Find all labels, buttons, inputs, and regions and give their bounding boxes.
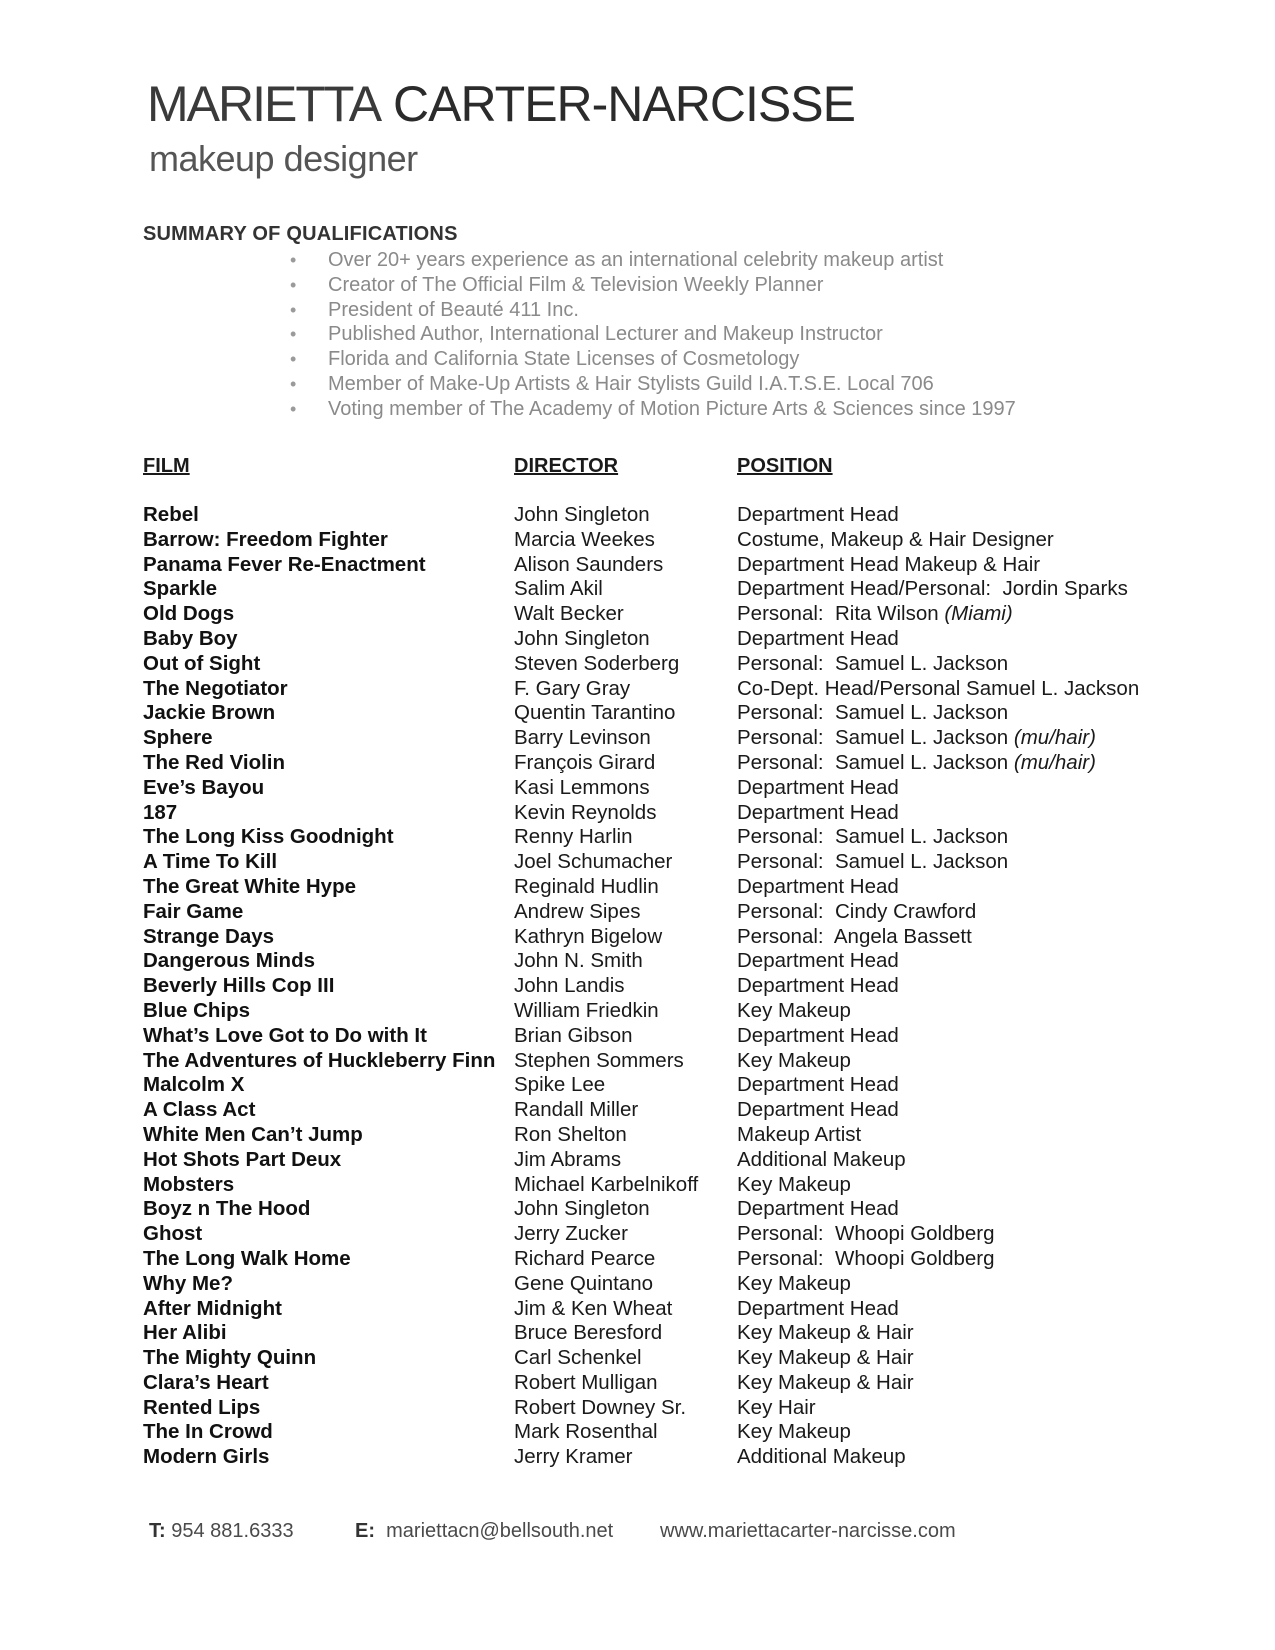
position-cell bbox=[737, 949, 899, 974]
credit-row bbox=[143, 1272, 1143, 1297]
credit-row bbox=[143, 900, 1143, 925]
credit-row bbox=[143, 850, 1143, 875]
position-cell bbox=[737, 999, 851, 1024]
qualification-text: Member of Make-Up Artists & Hair Stylists Guild I.A.T.S.E. Local 706 bbox=[328, 372, 934, 395]
position-text: Department Head bbox=[737, 949, 899, 973]
position-text: Makeup Artist bbox=[737, 1122, 862, 1146]
credit-row bbox=[143, 726, 1143, 751]
first-name: MARIETTA bbox=[147, 76, 381, 132]
film-title: Modern Girls bbox=[143, 1445, 270, 1469]
credit-row bbox=[143, 652, 1143, 677]
film-title: Strange Days bbox=[143, 924, 275, 948]
film-title: Out of Sight bbox=[143, 651, 261, 675]
director-name: Reginald Hudlin bbox=[514, 874, 659, 898]
credit-row bbox=[143, 602, 1143, 627]
director-name: Robert Mulligan bbox=[514, 1370, 658, 1394]
bullet-icon: • bbox=[290, 324, 297, 345]
director-name: Jerry Kramer bbox=[514, 1445, 633, 1469]
position-cell bbox=[737, 875, 899, 900]
position-text: Department Head Makeup & Hair bbox=[737, 552, 1041, 576]
position-cell bbox=[737, 577, 1128, 602]
position-text: Department Head bbox=[737, 1296, 899, 1320]
position-text: Additional Makeup bbox=[737, 1147, 906, 1171]
credit-row bbox=[143, 1222, 1143, 1247]
position-cell bbox=[737, 1049, 851, 1074]
position-text: Key Makeup & Hair bbox=[737, 1370, 914, 1394]
position-cell bbox=[737, 652, 1008, 677]
film-title: Sphere bbox=[143, 726, 213, 750]
director-name: John N. Smith bbox=[514, 949, 643, 973]
director-name: Steven Soderberg bbox=[514, 651, 680, 675]
credit-row bbox=[143, 577, 1143, 602]
resume-name bbox=[147, 76, 855, 132]
position-cell bbox=[737, 900, 976, 925]
credit-row bbox=[143, 1123, 1143, 1148]
qualification-text: Creator of The Official Film & Television Weekly Planner bbox=[328, 273, 824, 296]
credit-row bbox=[143, 875, 1143, 900]
credit-row bbox=[143, 1098, 1143, 1123]
director-name: Bruce Beresford bbox=[514, 1321, 663, 1345]
bullet-icon: • bbox=[290, 349, 297, 370]
film-title: Mobsters bbox=[143, 1172, 235, 1196]
credit-row bbox=[143, 627, 1143, 652]
film-title: What’s Love Got to Do with It bbox=[143, 1023, 427, 1047]
director-name: Spike Lee bbox=[514, 1073, 606, 1097]
credit-row bbox=[143, 677, 1143, 702]
position-cell bbox=[737, 776, 899, 801]
director-name: John Landis bbox=[514, 974, 625, 998]
summary-heading: SUMMARY OF QUALIFICATIONS bbox=[143, 223, 458, 245]
position-text: Personal: Samuel L. Jackson bbox=[737, 701, 1009, 725]
position-text: Personal: Whoopi Goldberg bbox=[737, 1222, 995, 1246]
film-title: After Midnight bbox=[143, 1296, 282, 1320]
position-text: Personal: Samuel L. Jackson bbox=[737, 825, 1009, 849]
position-text: Key Makeup bbox=[737, 1271, 851, 1295]
position-cell bbox=[737, 503, 899, 528]
credit-row bbox=[143, 825, 1143, 850]
film-title: Jackie Brown bbox=[143, 701, 276, 725]
credit-row bbox=[143, 1024, 1143, 1049]
film-title: Dangerous Minds bbox=[143, 949, 315, 973]
director-name: Robert Downey Sr. bbox=[514, 1395, 687, 1419]
director-name: John Singleton bbox=[514, 1197, 650, 1221]
credit-row bbox=[143, 776, 1143, 801]
film-title: Blue Chips bbox=[143, 998, 251, 1022]
bullet-icon: • bbox=[290, 373, 297, 394]
credit-row bbox=[143, 503, 1143, 528]
director-name: Gene Quintano bbox=[514, 1271, 654, 1295]
film-title: Baby Boy bbox=[143, 626, 238, 650]
film-title: 187 bbox=[143, 800, 178, 824]
position-text: Personal: Cindy Crawford bbox=[737, 899, 977, 923]
qualification-item bbox=[290, 347, 1016, 372]
position-note: (Miami) bbox=[944, 602, 1013, 626]
director-column-header: DIRECTOR bbox=[514, 455, 619, 477]
bullet-icon: • bbox=[290, 398, 297, 419]
qualification-item bbox=[290, 397, 1016, 422]
credit-row bbox=[143, 801, 1143, 826]
last-name: CARTER-NARCISSE bbox=[392, 76, 855, 132]
film-title: The In Crowd bbox=[143, 1420, 273, 1444]
director-name: Joel Schumacher bbox=[514, 850, 673, 874]
position-text: Department Head bbox=[737, 800, 899, 824]
credit-row bbox=[143, 701, 1143, 726]
position-text: Key Hair bbox=[737, 1395, 816, 1419]
position-cell bbox=[737, 751, 1096, 776]
director-name: Mark Rosenthal bbox=[514, 1420, 658, 1444]
credit-row bbox=[143, 1420, 1143, 1445]
position-cell bbox=[737, 850, 1008, 875]
position-text: Personal: Samuel L. Jackson bbox=[737, 850, 1009, 874]
position-cell bbox=[737, 553, 1040, 578]
qualification-text: Florida and California State Licenses of Cosmetology bbox=[328, 348, 800, 371]
director-name: Walt Becker bbox=[514, 602, 624, 626]
position-cell bbox=[737, 627, 899, 652]
position-cell bbox=[737, 1148, 906, 1173]
bullet-icon: • bbox=[290, 299, 297, 320]
director-name: Brian Gibson bbox=[514, 1023, 633, 1047]
film-title: The Negotiator bbox=[143, 676, 288, 700]
credit-row bbox=[143, 1247, 1143, 1272]
position-cell bbox=[737, 1371, 914, 1396]
position-cell bbox=[737, 1445, 906, 1470]
position-text: Department Head bbox=[737, 1098, 899, 1122]
film-title: A Class Act bbox=[143, 1098, 256, 1122]
credit-row bbox=[143, 1297, 1143, 1322]
director-name: Jim Abrams bbox=[514, 1147, 622, 1171]
position-text: Personal: Samuel L. Jackson bbox=[737, 651, 1009, 675]
film-title: The Long Walk Home bbox=[143, 1246, 351, 1270]
position-text: Department Head bbox=[737, 974, 899, 998]
director-name: Stephen Sommers bbox=[514, 1048, 684, 1072]
position-text: Key Makeup & Hair bbox=[737, 1321, 914, 1345]
position-cell bbox=[737, 1123, 861, 1148]
film-title: Old Dogs bbox=[143, 602, 235, 626]
position-cell bbox=[737, 974, 899, 999]
position-text: Department Head bbox=[737, 775, 899, 799]
credit-row bbox=[143, 528, 1143, 553]
position-text: Personal: Samuel L. Jackson bbox=[737, 726, 1014, 750]
position-text: Key Makeup bbox=[737, 1172, 851, 1196]
film-title: The Adventures of Huckleberry Finn bbox=[143, 1048, 496, 1072]
position-cell bbox=[737, 1321, 914, 1346]
credit-row bbox=[143, 1073, 1143, 1098]
position-text: Personal: Rita Wilson bbox=[737, 602, 945, 626]
film-title: Hot Shots Part Deux bbox=[143, 1147, 342, 1171]
film-title: Malcolm X bbox=[143, 1073, 245, 1097]
credit-row bbox=[143, 1371, 1143, 1396]
director-name: Kathryn Bigelow bbox=[514, 924, 663, 948]
film-title: A Time To Kill bbox=[143, 850, 278, 874]
bullet-icon: • bbox=[290, 250, 297, 270]
email-label: E: bbox=[355, 1520, 375, 1542]
position-text: Additional Makeup bbox=[737, 1445, 906, 1469]
director-name: Kevin Reynolds bbox=[514, 800, 657, 824]
qualification-text: President of Beauté 411 Inc. bbox=[328, 298, 579, 321]
email-link[interactable]: mariettacn@bellsouth.net bbox=[386, 1520, 614, 1542]
position-text: Key Makeup bbox=[737, 998, 851, 1022]
film-title: Fair Game bbox=[143, 899, 244, 923]
qualification-text: Voting member of The Academy of Motion Picture Arts & Sciences since 1997 bbox=[328, 397, 1016, 420]
position-cell bbox=[737, 1222, 995, 1247]
credit-row bbox=[143, 949, 1143, 974]
position-text: Department Head bbox=[737, 626, 899, 650]
director-name: Renny Harlin bbox=[514, 825, 633, 849]
position-text: Department Head bbox=[737, 874, 899, 898]
position-cell bbox=[737, 1297, 899, 1322]
position-text: Department Head bbox=[737, 1197, 899, 1221]
position-cell bbox=[737, 677, 1139, 702]
position-cell bbox=[737, 1272, 851, 1297]
credit-row bbox=[143, 1148, 1143, 1173]
position-cell bbox=[737, 528, 1054, 553]
director-name: François Girard bbox=[514, 750, 656, 774]
position-text: Department Head/Personal: Jordin Sparks bbox=[737, 577, 1128, 601]
position-cell bbox=[737, 701, 1008, 726]
position-text: Personal: Whoopi Goldberg bbox=[737, 1246, 995, 1270]
position-text: Personal: Samuel L. Jackson bbox=[737, 750, 1014, 774]
film-title: Her Alibi bbox=[143, 1321, 227, 1345]
film-title: Sparkle bbox=[143, 577, 218, 601]
position-column-header: POSITION bbox=[737, 455, 833, 477]
position-cell bbox=[737, 1098, 899, 1123]
qualification-item bbox=[290, 248, 1016, 273]
position-cell bbox=[737, 825, 1008, 850]
website-link[interactable]: www.mariettacarter-narcisse.com bbox=[660, 1520, 956, 1542]
film-title: Rented Lips bbox=[143, 1395, 261, 1419]
director-name: Ron Shelton bbox=[514, 1122, 627, 1146]
director-name: Quentin Tarantino bbox=[514, 701, 676, 725]
position-cell bbox=[737, 1420, 851, 1445]
credit-row bbox=[143, 1173, 1143, 1198]
position-text: Department Head bbox=[737, 503, 899, 526]
position-text: Costume, Makeup & Hair Designer bbox=[737, 527, 1054, 551]
director-name: John Singleton bbox=[514, 503, 650, 526]
job-title: makeup designer bbox=[149, 138, 418, 179]
director-name: F. Gary Gray bbox=[514, 676, 631, 700]
director-name: Barry Levinson bbox=[514, 726, 651, 750]
director-name: Kasi Lemmons bbox=[514, 775, 650, 799]
director-name: Richard Pearce bbox=[514, 1246, 656, 1270]
film-title: Beverly Hills Cop III bbox=[143, 974, 335, 998]
film-title: Barrow: Freedom Fighter bbox=[143, 527, 388, 551]
credit-row bbox=[143, 1321, 1143, 1346]
film-title: The Long Kiss Goodnight bbox=[143, 825, 394, 849]
position-text: Department Head bbox=[737, 1073, 899, 1097]
director-name: Carl Schenkel bbox=[514, 1346, 642, 1370]
position-text: Co-Dept. Head/Personal Samuel L. Jackson bbox=[737, 676, 1140, 700]
qualification-item bbox=[290, 298, 1016, 323]
position-cell bbox=[737, 602, 1013, 627]
credit-row bbox=[143, 999, 1143, 1024]
position-cell bbox=[737, 1173, 851, 1198]
film-column-header: FILM bbox=[143, 455, 190, 477]
bullet-icon: • bbox=[290, 274, 297, 295]
position-cell bbox=[737, 1396, 816, 1421]
credit-row bbox=[143, 1197, 1143, 1222]
film-title: Why Me? bbox=[143, 1271, 233, 1295]
film-title: The Great White Hype bbox=[143, 874, 357, 898]
position-cell bbox=[737, 1197, 899, 1222]
film-title: Boyz n The Hood bbox=[143, 1197, 311, 1221]
film-title: Clara’s Heart bbox=[143, 1370, 269, 1394]
position-text: Personal: Angela Bassett bbox=[737, 924, 972, 948]
position-cell bbox=[737, 1024, 899, 1049]
film-title: Ghost bbox=[143, 1222, 203, 1246]
footer-email bbox=[355, 1520, 613, 1543]
director-name: Jerry Zucker bbox=[514, 1222, 628, 1246]
credits-table bbox=[143, 503, 1143, 1470]
credit-row bbox=[143, 974, 1143, 999]
credit-row bbox=[143, 925, 1143, 950]
qualification-item bbox=[290, 273, 1016, 298]
director-name: Andrew Sipes bbox=[514, 899, 641, 923]
position-cell bbox=[737, 1247, 995, 1272]
position-cell bbox=[737, 925, 972, 950]
director-name: John Singleton bbox=[514, 626, 650, 650]
film-title: The Red Violin bbox=[143, 750, 285, 774]
film-title: Rebel bbox=[143, 503, 199, 526]
phone-number[interactable]: 954 881.6333 bbox=[171, 1520, 294, 1542]
footer-phone bbox=[149, 1520, 294, 1543]
film-title: Panama Fever Re-Enactment bbox=[143, 552, 426, 576]
qualification-item bbox=[290, 322, 1016, 347]
qualifications-list bbox=[290, 248, 1016, 422]
credit-row bbox=[143, 553, 1143, 578]
qualification-item bbox=[290, 372, 1016, 397]
position-text: Key Makeup bbox=[737, 1420, 851, 1444]
director-name: Alison Saunders bbox=[514, 552, 664, 576]
film-title: Eve’s Bayou bbox=[143, 775, 265, 799]
position-cell bbox=[737, 801, 899, 826]
film-title: White Men Can’t Jump bbox=[143, 1122, 363, 1146]
director-name: Marcia Weekes bbox=[514, 527, 655, 551]
credit-row bbox=[143, 1346, 1143, 1371]
position-text: Key Makeup & Hair bbox=[737, 1346, 914, 1370]
credit-row bbox=[143, 1396, 1143, 1421]
credit-row bbox=[143, 1049, 1143, 1074]
phone-label: T: bbox=[149, 1520, 166, 1542]
credit-row bbox=[143, 1445, 1143, 1470]
position-cell bbox=[737, 726, 1096, 751]
position-cell bbox=[737, 1346, 914, 1371]
film-title: The Mighty Quinn bbox=[143, 1346, 317, 1370]
position-text: Department Head bbox=[737, 1023, 899, 1047]
credit-row bbox=[143, 751, 1143, 776]
position-text: Key Makeup bbox=[737, 1048, 851, 1072]
director-name: Michael Karbelnikoff bbox=[514, 1172, 699, 1196]
director-name: Salim Akil bbox=[514, 577, 603, 601]
director-name: Jim & Ken Wheat bbox=[514, 1296, 673, 1320]
director-name: Randall Miller bbox=[514, 1098, 639, 1122]
position-cell bbox=[737, 1073, 899, 1098]
qualification-text: Published Author, International Lecturer and Makeup Instructor bbox=[328, 323, 883, 346]
position-note: (mu/hair) bbox=[1013, 726, 1096, 750]
qualification-text: Over 20+ years experience as an international celebrity makeup artist bbox=[328, 249, 944, 271]
director-name: William Friedkin bbox=[514, 998, 659, 1022]
position-note: (mu/hair) bbox=[1013, 750, 1096, 774]
